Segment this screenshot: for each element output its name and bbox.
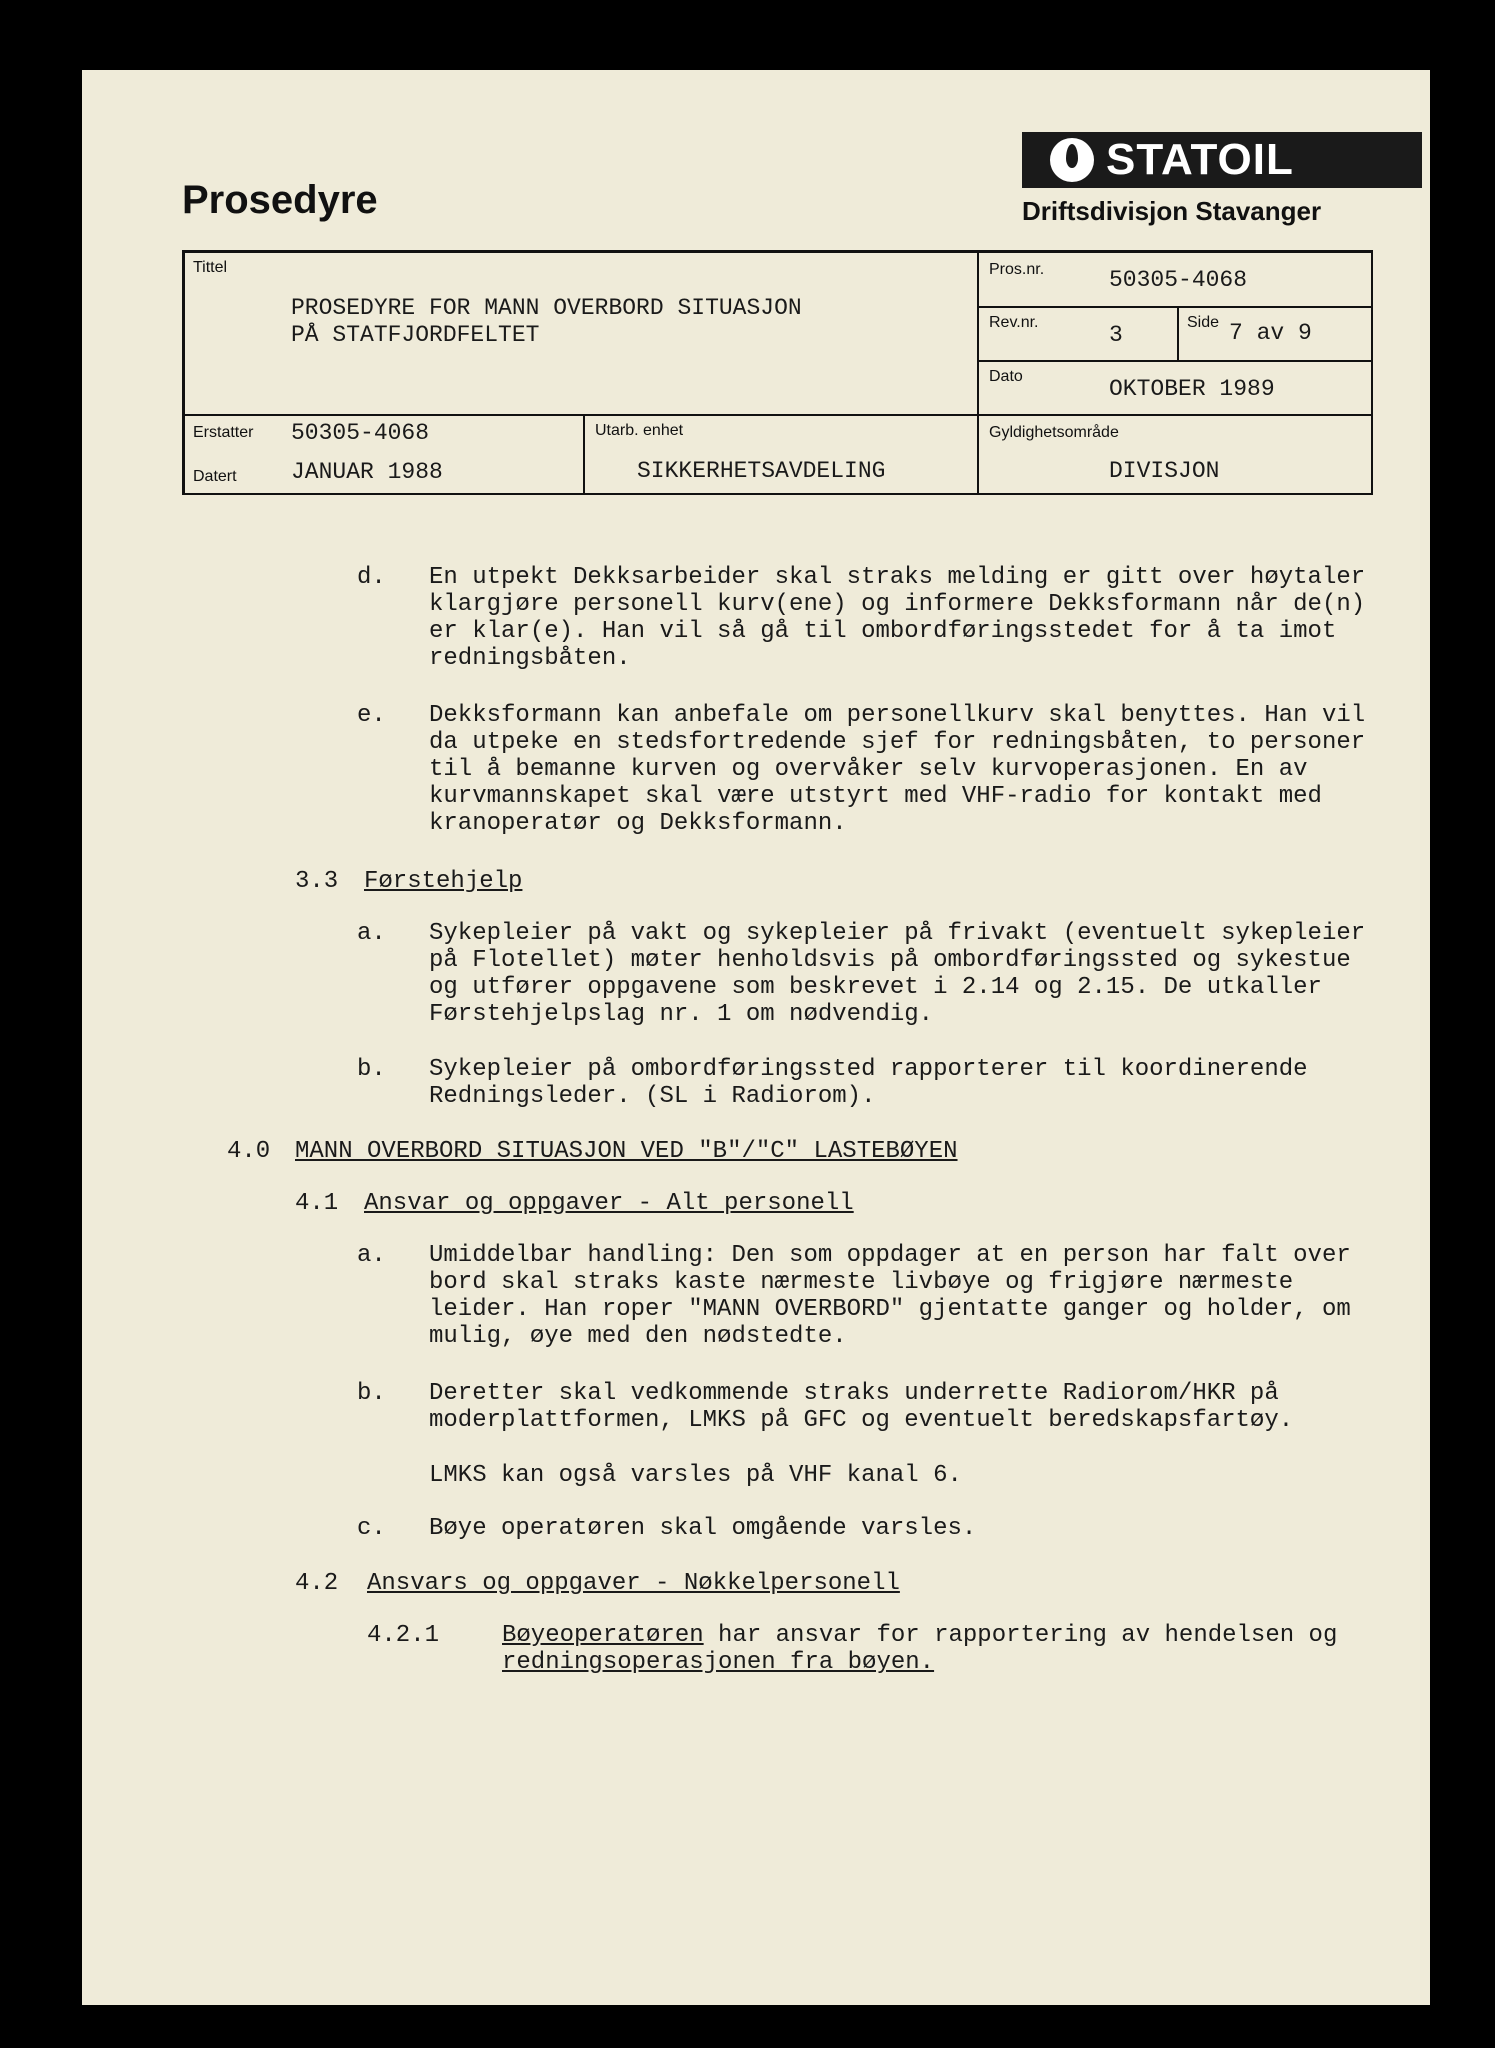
item-d-marker: d. — [357, 564, 386, 591]
pros-nr-label: Pros.nr. — [989, 261, 1045, 278]
item-d-text: En utpekt Dekksarbeider skal straks melding er gitt over høytaler klargjøre personell kurv(ene) og informere Dekksformann når de(n) er klar(e). Han vil så gå til ombordføringsstedet for å ta imot redningsbåten. — [429, 564, 1366, 672]
item-4-1-c-text: Bøye operatøren skal omgående varsles. — [429, 1515, 977, 1542]
side-label: Side — [1187, 314, 1220, 331]
title-line-2: PÅ STATFJORDFELTET — [291, 322, 540, 348]
item-4-2-1-rest: har ansvar for rapportering av hendelsen og — [703, 1622, 1338, 1649]
item-e-text: Dekksformann kan anbefale om personellkurv skal benyttes. Han vil da utpeke en stedsfortredende sjef for redningsbåten, to personer til å bemanne kurven og overvåker selv kurvoperasjonen. En av kurvmannskapet skal være utstyrt med VHF-radio for kontakt med kranoperatør og Dekksformann. — [429, 702, 1366, 837]
statoil-drop-icon — [1050, 138, 1094, 182]
pros-nr-value: 50305-4068 — [1109, 267, 1248, 293]
item-e-marker: e. — [357, 702, 386, 729]
datert-value: JANUAR 1988 — [291, 459, 443, 485]
pros-nr-cell — [978, 252, 1373, 307]
side-cell — [1178, 307, 1373, 361]
item-4-2-1-term: Bøyeoperatøren — [502, 1622, 704, 1649]
item-3-3-b-marker: b. — [357, 1056, 386, 1083]
rev-nr-value: 3 — [1109, 322, 1123, 348]
dato-value: OKTOBER 1989 — [1109, 376, 1275, 402]
utarb-label: Utarb. enhet — [595, 422, 684, 439]
item-4-2-1-number: 4.2.1 — [367, 1622, 440, 1649]
utarb-value: SIKKERHETSAVDELING — [637, 458, 886, 484]
dato-label: Dato — [989, 368, 1023, 385]
item-4-1-b-text: Deretter skal vedkommende straks underrette Radiorom/HKR på moderplattformen, LMKS på GFC og eventuelt beredskapsfartøy. — [429, 1380, 1294, 1434]
gyldighet-cell — [978, 415, 1373, 495]
item-4-1-a-marker: a. — [357, 1242, 386, 1269]
gyldighet-value: DIVISJON — [1109, 458, 1220, 484]
item-4-1-b-note: LMKS kan også varsles på VHF kanal 6. — [429, 1462, 962, 1489]
datert-label: Datert — [193, 468, 237, 485]
section-4-0-number: 4.0 — [227, 1138, 271, 1165]
doc-type-title: Prosedyre — [182, 178, 378, 222]
item-3-3-a-marker: a. — [357, 920, 386, 947]
document-page — [82, 70, 1430, 2005]
gyldighet-label: Gyldighetsområde — [989, 424, 1119, 441]
item-3-3-a-text: Sykepleier på vakt og sykepleier på frivakt (eventuelt sykepleier på Flotellet) møter henholdsvis på ombordføringssted og sykestue og utfører oppgavene som beskrevet i 2.14 og 2.15. De utkaller Førstehjelpslag nr. 1 om nødvendig. — [429, 920, 1366, 1028]
item-4-2-1-text — [502, 1622, 1337, 1649]
statoil-logo — [1022, 132, 1422, 188]
item-4-1-b-marker: b. — [357, 1380, 386, 1407]
rev-nr-cell — [978, 307, 1178, 361]
section-3-3-title: Førstehjelp — [364, 868, 523, 895]
header-table — [182, 250, 1373, 495]
item-3-3-b-text: Sykepleier på ombordføringssted rapporterer til koordinerende Redningsleder. (SL i Radiorom). — [429, 1056, 1308, 1110]
section-3-3-number: 3.3 — [295, 868, 339, 895]
section-4-0-title: MANN OVERBORD SITUASJON VED "B"/"C" LASTEBØYEN — [295, 1138, 958, 1165]
section-4-2-number: 4.2 — [295, 1570, 339, 1597]
erstatter-value: 50305-4068 — [291, 420, 430, 446]
title-line-1: PROSEDYRE FOR MANN OVERBORD SITUASJON — [291, 295, 802, 321]
erstatter-label: Erstatter — [193, 424, 254, 441]
item-4-1-a-text: Umiddelbar handling: Den som oppdager at en person har falt over bord skal straks kaste nærmeste livbøye og frigjøre nærmeste leider. Han roper "MANN OVERBORD" gjentatte ganger og holder, om mulig, øye med den nødstedte. — [429, 1242, 1351, 1350]
title-cell — [184, 252, 978, 415]
erstatter-cell — [184, 415, 584, 495]
title-label: Tittel — [193, 259, 228, 276]
utarb-cell — [584, 415, 978, 495]
side-value: 7 av 9 — [1229, 320, 1312, 346]
section-4-1-title: Ansvar og oppgaver - Alt personell — [364, 1190, 854, 1217]
section-4-2-title: Ansvars og oppgaver - Nøkkelpersonell — [367, 1570, 900, 1597]
division-name: Driftsdivisjon Stavanger — [1022, 196, 1322, 226]
dato-cell — [978, 361, 1373, 415]
rev-nr-label: Rev.nr. — [989, 314, 1039, 331]
item-4-1-c-marker: c. — [357, 1515, 386, 1542]
brand-name: STATOIL — [1106, 135, 1294, 184]
item-4-2-1-text-line-2: redningsoperasjonen fra bøyen. — [502, 1649, 935, 1676]
section-4-1-number: 4.1 — [295, 1190, 339, 1217]
